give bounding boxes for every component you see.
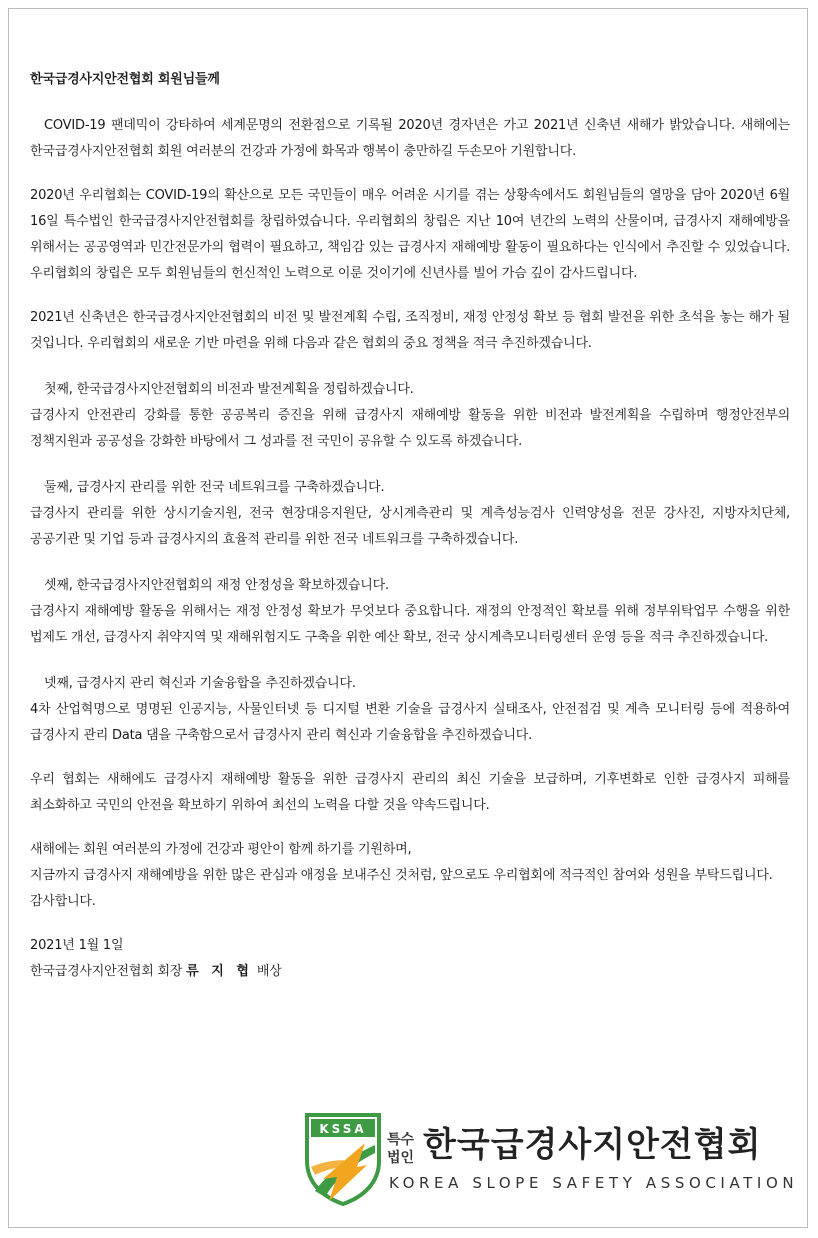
paragraph-founding: 2020년 우리협회는 COVID-19의 확산으로 모든 국민들이 매우 어려운 시기를 겪는 상황속에서도 회원님들의 열망을 담아 2020년 6월 16일 특수법인 한국급경사지안전협회를 창립하였습니다. 우리협회의 창립은 지난 10여 년간의 노력의 산물이며, 급경사지 재해예방을 위해서는 공공영역과 민간전문가의 협력이 필요하고, 책임감 있는 급경사지 재해예방 활동이 필요하다는 인식에서 추진할 수 있었습니다. 우리협회의 창립은 모두 회원님들의 헌신적인 노력으로 이룬 것이기에 신년사를 빌어 가슴 깊이 감사드립니다. [30,188,790,281]
greeting: 한국급경사지안전협회 회원님들께 [30,72,220,87]
wish-line-1: 새해에는 회원 여러분의 가정에 건강과 평안이 함께 하기를 기원하며, [30,842,412,857]
policy-body-3: 급경사지 재해예방 활동을 위해서는 재정 안정성 확보가 무엇보다 중요합니다. 재정의 안정적인 확보를 위해 정부위탁업무 수행을 위한 법제도 개선, 급경사지 취약지역 및 재해위험지도 구축을 위한 예산 확보, 전국 상시계측모니터링센터 운영 등을 적극 추진하겠습니다. [30,604,790,645]
association-logo [301,1109,799,1209]
signature-name: 류 지 협 [186,964,253,979]
policy-title-3: 셋째, 한국급경사지안전협회의 재정 안정성을 확보하겠습니다. [44,578,389,593]
policy-body-2: 급경사지 관리를 위한 상시기술지원, 전국 현장대응지원단, 상시계측관리 및 계측성능검사 인력양성을 전문 강사진, 지방자치단체, 공공기관 및 기업 등과 급경사지의 효율적 관리를 위한 전국 네트워크를 구축하겠습니다. [30,506,790,547]
signature-prefix: 한국급경사지안전협회 회장 [30,964,183,979]
special-label-1: 특수 [387,1132,415,1148]
paragraph-closing: 우리 협회는 새해에도 급경사지 재해예방 활동을 위한 급경사지 관리의 최신 기술을 보급하며, 기후변화로 인한 급경사지 피해를 최소화하고 국민의 안전을 확보하기 위하여 최선의 노력을 다할 것을 약속드립니다. [30,772,790,813]
paragraph-plan: 2021년 신축년은 한국급경사지안전협회의 비전 및 발전계획 수립, 조직정비, 재정 안정성 확보 등 협회 발전을 위한 초석을 놓는 해가 될 것입니다. 우리협회의 새로운 기반 마련을 위해 다음과 같은 협회의 중요 정책을 적극 추진하겠습니다. [30,310,790,351]
signature-suffix: 배상 [256,964,282,979]
letter-date: 2021년 1월 1일 [30,938,124,953]
letter-body [30,67,790,985]
policy-title-4: 넷째, 급경사지 관리 혁신과 기술융합을 추진하겠습니다. [44,676,356,691]
wish-line-2: 지금까지 급경사지 재해예방을 위한 많은 관심과 애정을 보내주신 것처럼, 앞으로도 우리협회에 적극적인 참여와 성원을 부탁드립니다. [30,868,773,883]
emblem-text: KSSA [319,1122,367,1136]
kssa-emblem-icon [301,1109,385,1207]
policy-body-1: 급경사지 안전관리 강화를 통한 공공복리 증진을 위해 급경사지 재해예방 활동을 위한 비전과 발전계획을 수립하며 행정안전부의 정책지원과 공공성을 강화한 바탕에서 그 성과를 전 국민이 공유할 수 있도록 하겠습니다. [30,408,790,449]
paragraph-intro: COVID-19 팬데믹이 강타하여 세계문명의 전환점으로 기록될 2020년 경자년은 가고 2021년 신축년 새해가 밝았습니다. 새해에는 한국급경사지안전협회 회원 여러분의 건강과 가정에 화목과 행복이 충만하길 두손모아 기원합니다. [30,118,790,159]
policy-body-4: 4차 산업혁명으로 명명된 인공지능, 사물인터넷 등 디지털 변환 기술을 급경사지 실태조사, 안전점검 및 계측 모니터링 등에 적용하여 급경사지 관리 Data 댐을 구축함으로서 급경사지 관리 혁신과 기술융합을 추진하겠습니다. [30,702,790,743]
wish-line-3: 감사합니다. [30,894,96,909]
signature-line [30,959,790,985]
logo-name-ko: 한국급경사지안전협회 [423,1125,762,1165]
policy-title-1: 첫째, 한국급경사지안전협회의 비전과 발전계획을 정립하겠습니다. [44,382,414,397]
policy-title-2: 둘째, 급경사지 관리를 위한 전국 네트워크를 구축하겠습니다. [44,480,385,495]
logo-name-en: KOREA SLOPE SAFETY ASSOCIATION [389,1174,799,1192]
special-label-2: 법인 [387,1150,415,1166]
letter-page [8,8,808,1228]
special-corporation-label [387,1131,423,1167]
